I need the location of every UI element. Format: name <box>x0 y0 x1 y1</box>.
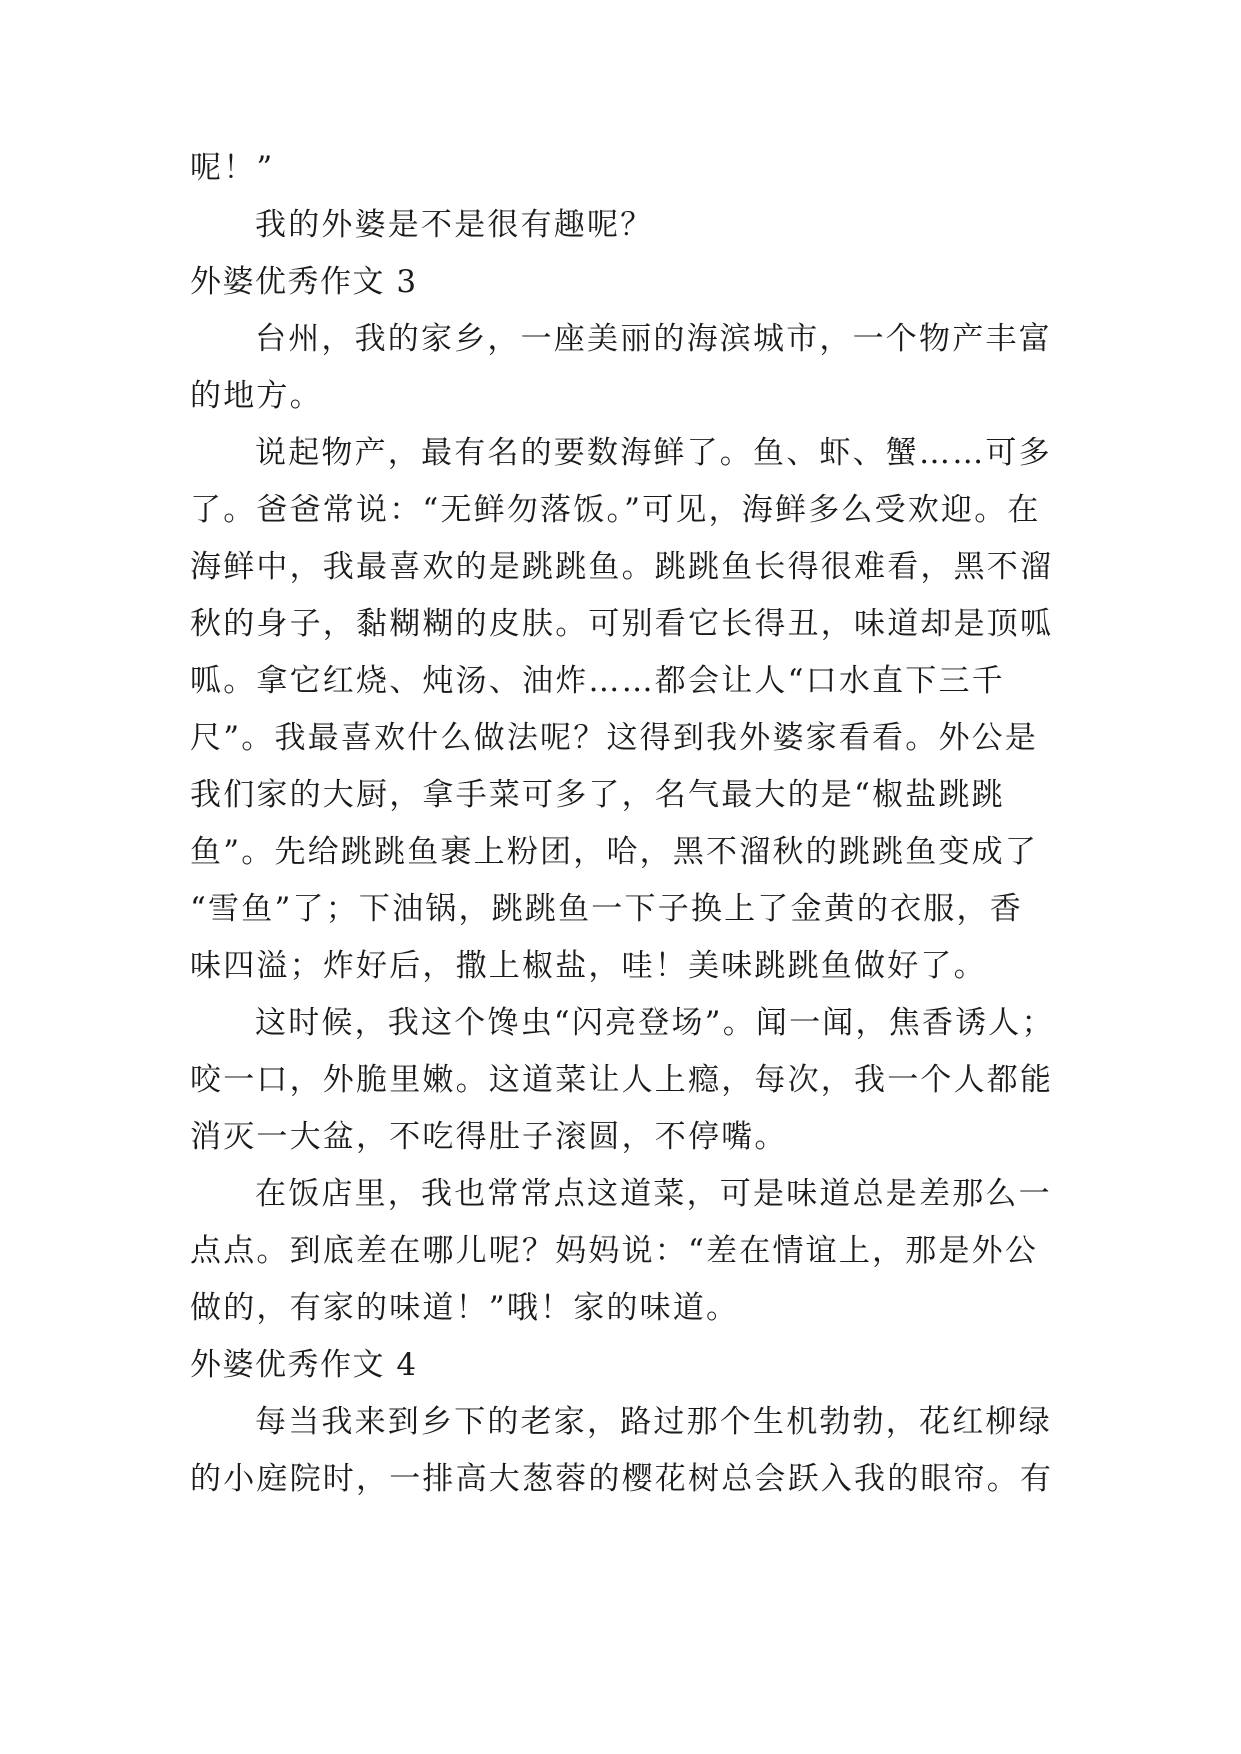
paragraph-line: 消灭一大盆，不吃得肚子滚圆，不停嘴。 <box>190 1119 788 1155</box>
section-heading: 外婆优秀作文 4 <box>190 1347 418 1383</box>
paragraph-line: 呢！” <box>190 150 275 186</box>
paragraph-line: 味四溢；炸好后，撒上椒盐，哇！美味跳跳鱼做好了。 <box>190 948 987 984</box>
paragraph-line: 尺”。我最喜欢什么做法呢？这得到我外婆家看看。外公是 <box>190 720 1039 756</box>
paragraph-line: 了。爸爸常说：“无鲜勿落饭。”可见，海鲜多么受欢迎。在 <box>190 492 1041 528</box>
paragraph-line: 的地方。 <box>190 378 323 414</box>
paragraph-line: 的小庭院时，一排高大葱蓉的樱花树总会跃入我的眼帘。有 <box>190 1461 1054 1497</box>
paragraph-line: 在饭店里，我也常常点这道菜，可是味道总是差那么一 <box>255 1176 1052 1212</box>
paragraph-line: 鱼”。先给跳跳鱼裹上粉团，哈，黑不溜秋的跳跳鱼变成了 <box>190 834 1039 870</box>
paragraph-line: 这时候，我这个馋虫“闪亮登场”。闻一闻，焦香诱人； <box>255 1005 1055 1041</box>
paragraph-line: 海鲜中，我最喜欢的是跳跳鱼。跳跳鱼长得很难看，黑不溜 <box>190 549 1054 585</box>
paragraph-line: 咬一口，外脆里嫩。这道菜让人上瘾，每次，我一个人都能 <box>190 1062 1054 1098</box>
section-heading: 外婆优秀作文 3 <box>190 264 418 300</box>
paragraph-line: 说起物产，最有名的要数海鲜了。鱼、虾、蟹……可多 <box>255 435 1052 471</box>
paragraph-line: 呱。拿它红烧、炖汤、油炸……都会让人“口水直下三千 <box>190 663 1005 699</box>
paragraph-line: 点点。到底差在哪儿呢？妈妈说：“差在情谊上，那是外公 <box>190 1233 1039 1269</box>
paragraph-line: 每当我来到乡下的老家，路过那个生机勃勃，花红柳绿 <box>255 1404 1052 1440</box>
paragraph-line: 我们家的大厨，拿手菜可多了，名气最大的是“椒盐跳跳 <box>190 777 1005 813</box>
paragraph-line: 台州，我的家乡，一座美丽的海滨城市，一个物产丰富 <box>255 321 1052 357</box>
paragraph-line: 做的，有家的味道！”哦！家的味道。 <box>190 1290 740 1326</box>
paragraph-line: 我的外婆是不是很有趣呢？ <box>255 207 654 243</box>
paragraph-line: 秋的身子，黏糊糊的皮肤。可别看它长得丑，味道却是顶呱 <box>190 606 1054 642</box>
paragraph-line: “雪鱼”了；下油锅，跳跳鱼一下子换上了金黄的衣服，香 <box>190 891 1023 927</box>
